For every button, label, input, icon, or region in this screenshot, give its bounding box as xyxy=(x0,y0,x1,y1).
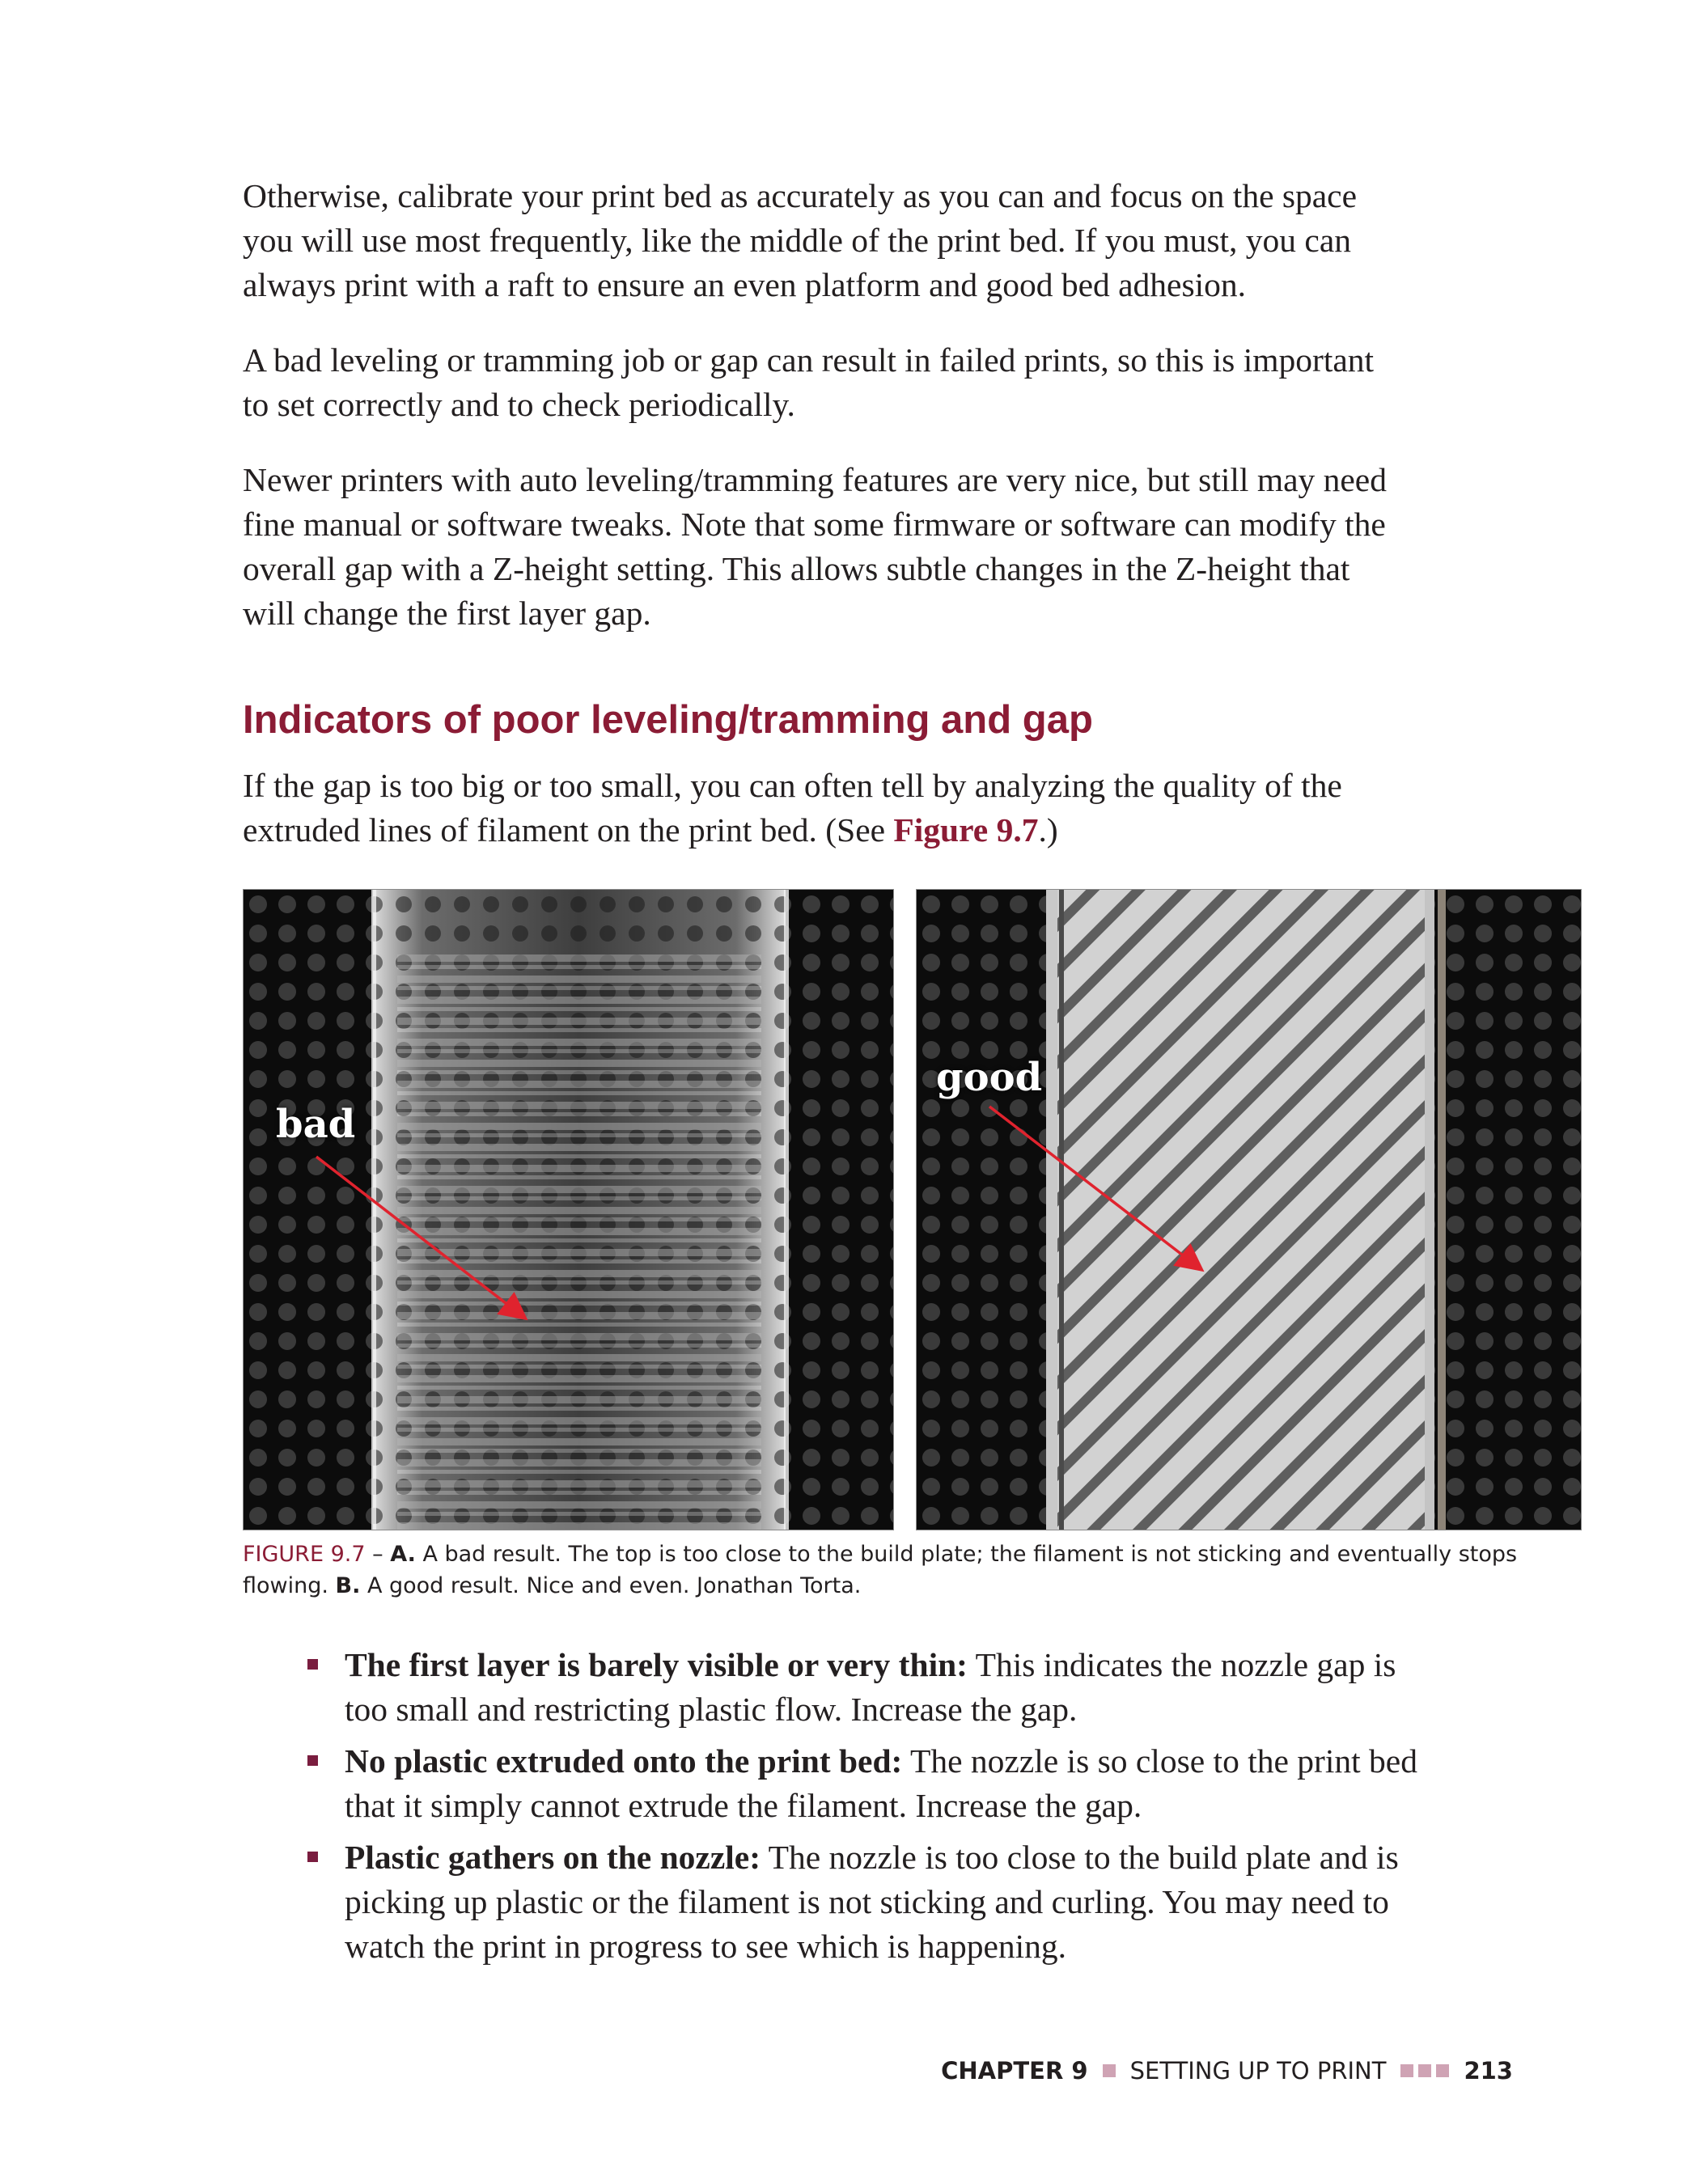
list-item xyxy=(307,1739,1424,1828)
caption-b-key: B. xyxy=(335,1573,361,1598)
square-bullet-icon xyxy=(307,1755,318,1766)
caption-b-text: A good result. Nice and even. Jonathan Torta. xyxy=(360,1573,862,1598)
square-bullet-icon xyxy=(307,1852,318,1862)
list-item-term: No plastic extruded onto the print bed: xyxy=(345,1742,903,1780)
list-item xyxy=(307,1835,1424,1969)
section-intro xyxy=(243,764,1400,853)
footer-chapter: CHAPTER 9 xyxy=(941,2057,1088,2085)
square-bullet-icon xyxy=(307,1659,318,1670)
square-divider-icon xyxy=(1103,2064,1116,2077)
intro-end: .) xyxy=(1038,811,1058,849)
figure-caption xyxy=(243,1539,1586,1602)
body-paragraph-3: Newer printers with auto leveling/tramming features are very nice, but still may need fine manual or software tweaks. Note that some firmware or software can modify the overall gap with a Z-height setting. This allows subtle changes in the Z-height that will change the first layer gap. xyxy=(243,461,1387,632)
triple-square-divider-icon xyxy=(1400,2064,1449,2077)
list-item-term: The first layer is barely visible or very thin: xyxy=(345,1646,968,1683)
caption-dash: – xyxy=(365,1542,391,1567)
body-paragraph-1: Otherwise, calibrate your print bed as accurately as you can and focus on the space you will use most frequently, like the middle of the print bed. If you must, you can always print with a raft to ensure an even platform and good bed adhesion. xyxy=(243,177,1358,303)
page-footer xyxy=(941,2057,1513,2085)
list-item-text: This indicates the nozzle gap is too small and restricting plastic flow. Increase the gap. xyxy=(345,1646,1396,1728)
bad-print-photo xyxy=(244,890,894,1530)
list-item-term: Plastic gathers on the nozzle: xyxy=(345,1839,761,1876)
label-good: good xyxy=(936,1055,1043,1100)
footer-title: SETTING UP TO PRINT xyxy=(1129,2057,1387,2085)
figure-photo-good xyxy=(916,889,1582,1530)
page-number: 213 xyxy=(1464,2057,1513,2085)
list-item-text: The nozzle is so close to the print bed that it simply cannot extrude the filament. Increase the gap. xyxy=(345,1742,1417,1824)
figure-reference-link[interactable]: Figure 9.7 xyxy=(893,811,1039,849)
label-bad: bad xyxy=(276,1102,356,1147)
caption-a-text: A bad result. The top is too close to the build plate; the filament is not sticking and eventually stops flowing. xyxy=(243,1542,1518,1598)
indicator-list xyxy=(307,1643,1424,1976)
list-item xyxy=(307,1643,1424,1732)
body-paragraph-2: A bad leveling or tramming job or gap can result in failed prints, so this is important to set correctly and to check periodically. xyxy=(243,341,1375,423)
section-heading: Indicators of poor leveling/tramming and gap xyxy=(243,698,1093,742)
figure-photo-bad xyxy=(243,889,894,1530)
caption-a-key: A. xyxy=(390,1542,416,1567)
good-print-photo xyxy=(917,890,1582,1530)
list-item-text: The nozzle is too close to the build plate and is picking up plastic or the filament is not sticking and curling. You may need to watch the print in progress to see which is happening. xyxy=(345,1839,1399,1965)
caption-label: FIGURE 9.7 xyxy=(243,1542,366,1567)
intro-text: If the gap is too big or too small, you can often tell by analyzing the quality of the extruded lines of filament on the print bed. (See xyxy=(243,767,1342,849)
